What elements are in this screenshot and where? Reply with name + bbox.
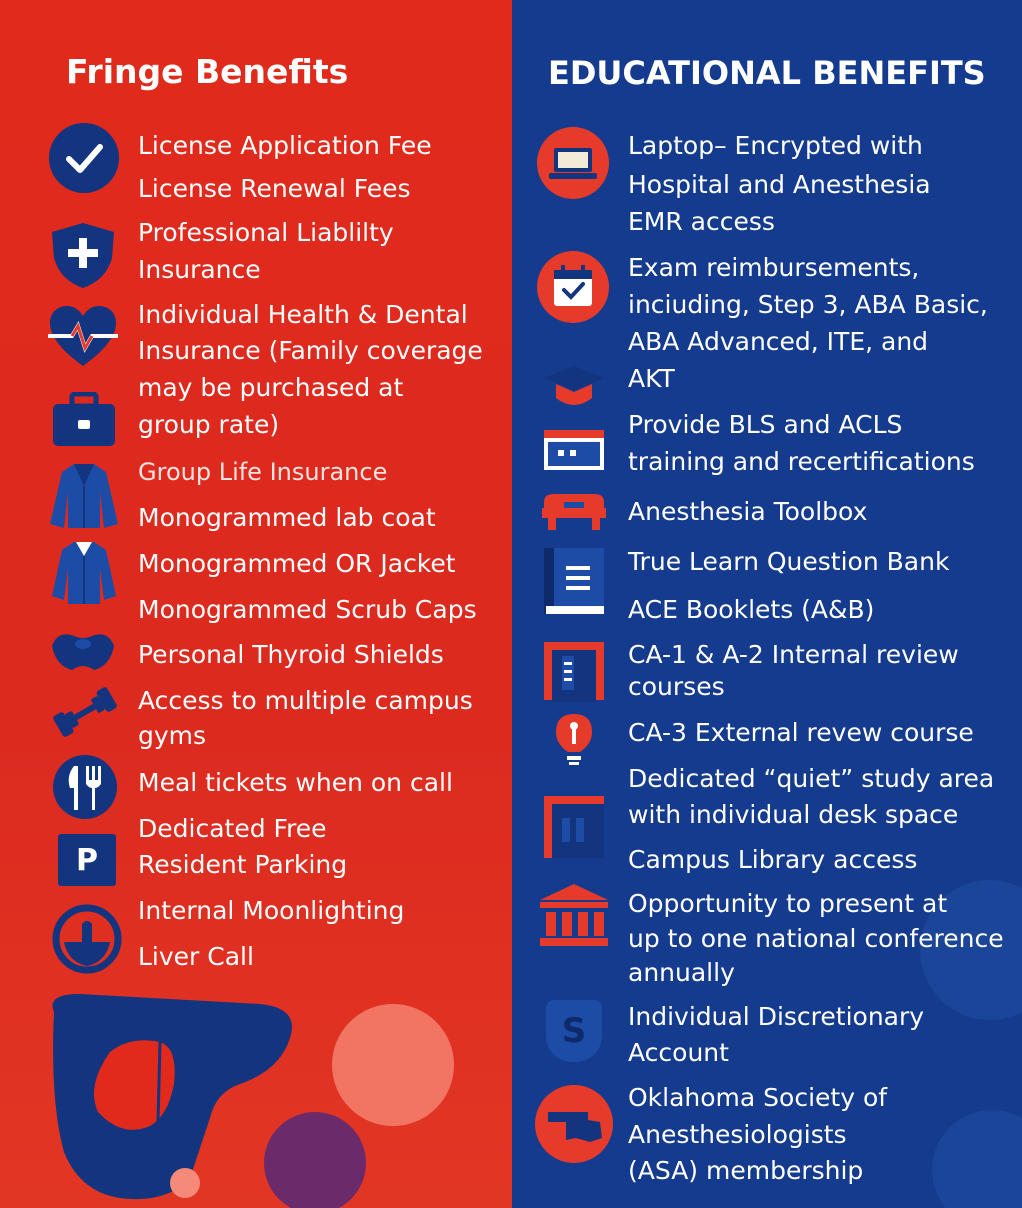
or-jacket-icon [50,540,118,606]
benefit-line: Campus Library access [628,845,918,874]
decorative-circle-large [332,1004,454,1126]
benefit-line: Group Life Insurance [138,458,388,486]
decorative-circle-purple [264,1112,366,1208]
medical-bag-icon [50,392,118,448]
heartbeat-icon [48,304,118,370]
decorative-blob [932,1110,1022,1208]
benefit-line: training and recertifications [628,447,975,476]
benefit-line: ACE Booklets (A&B) [628,595,875,624]
benefit-line: Opportunity to present at [628,889,948,918]
review-course-book-icon [542,640,606,702]
benefit-line: (ASA) membership [628,1156,864,1185]
benefit-line: Professional Liablilty [138,218,394,247]
benefit-line: Oklahoma Society of [628,1083,888,1112]
benefit-line: Resident Parking [138,850,348,879]
lightbulb-icon [552,712,596,768]
benefit-line: ABA Advanced, ITE, and [628,327,929,356]
fringe-benefits-title: Fringe Benefits [66,52,349,91]
benefit-line: Monogrammed lab coat [138,503,436,532]
checkmark-icon [48,122,120,194]
graduation-cap-icon [542,362,606,414]
library-building-icon [538,882,610,948]
dumbbell-icon [50,686,120,738]
discretionary-account-icon: S [546,1000,602,1062]
benefit-line: Internal Moonlighting [138,896,405,925]
benefit-line: Meal tickets when on call [138,768,453,797]
benefit-line: Monogrammed Scrub Caps [138,595,477,624]
educational-benefits-panel [512,0,1022,1208]
benefit-line: Anesthesia Toolbox [628,497,868,526]
benefit-line: EMR access [628,207,775,236]
benefit-line: Dedicated Free [138,814,327,843]
benefit-line: Account [628,1038,729,1067]
benefit-line: License Renewal Fees [138,174,411,203]
benefit-line: Provide BLS and ACLS [628,410,903,439]
benefit-line: up to one national conference [628,924,1004,953]
benefit-line: License Application Fee [138,131,432,160]
benefit-line: courses [628,672,725,701]
benefit-line: AKT [628,364,675,393]
toolbox-icon [540,492,608,532]
benefit-line: Liver Call [138,942,254,971]
benefit-line: with individual desk space [628,800,959,829]
benefit-line: may be purchased at [138,373,404,402]
study-desk-icon [542,794,606,860]
benefit-line: group rate) [138,410,280,439]
lab-coat-icon [48,462,120,530]
moonlighting-icon [52,904,122,974]
oklahoma-state-icon [534,1084,614,1164]
benefit-line: Personal Thyroid Shields [138,640,444,669]
benefit-line: Dedicated “quiet” study area [628,764,995,793]
thyroid-shield-icon [48,624,118,674]
benefit-line: Insurance [138,255,261,284]
benefit-line: CA-1 & A-2 Internal review [628,640,959,669]
benefit-line: Individual Health & Dental [138,300,468,329]
benefit-line: True Learn Question Bank [628,547,950,576]
benefit-line: inciuding, Step 3, ABA Basic, [628,290,988,319]
benefit-line: Insurance (Family coverage [138,336,483,365]
benefit-line: annually [628,958,735,987]
shield-plus-icon [48,220,118,290]
parking-icon: P [58,834,116,886]
benefit-line: Monogrammed OR Jacket [138,549,456,578]
fork-knife-icon [52,754,118,820]
calendar-check-icon [536,250,610,324]
laptop-icon [536,126,610,200]
benefit-line: Hospital and Anesthesia [628,170,931,199]
benefit-line: Laptop– Encrypted with [628,131,923,160]
benefit-line: Individual Discretionary [628,1002,925,1031]
question-bank-book-icon [542,546,606,616]
benefit-line: Anesthesiologists [628,1120,847,1149]
benefit-line: Exam reimbursements, [628,253,920,282]
decorative-circle-small [170,1168,200,1198]
educational-benefits-title: EDUCATIONAL BENEFITS [548,54,986,92]
training-board-icon [542,428,606,472]
benefit-line: gyms [138,721,207,750]
benefit-line: CA-3 External revew course [628,718,974,747]
benefit-line: Access to multiple campus [138,686,473,715]
